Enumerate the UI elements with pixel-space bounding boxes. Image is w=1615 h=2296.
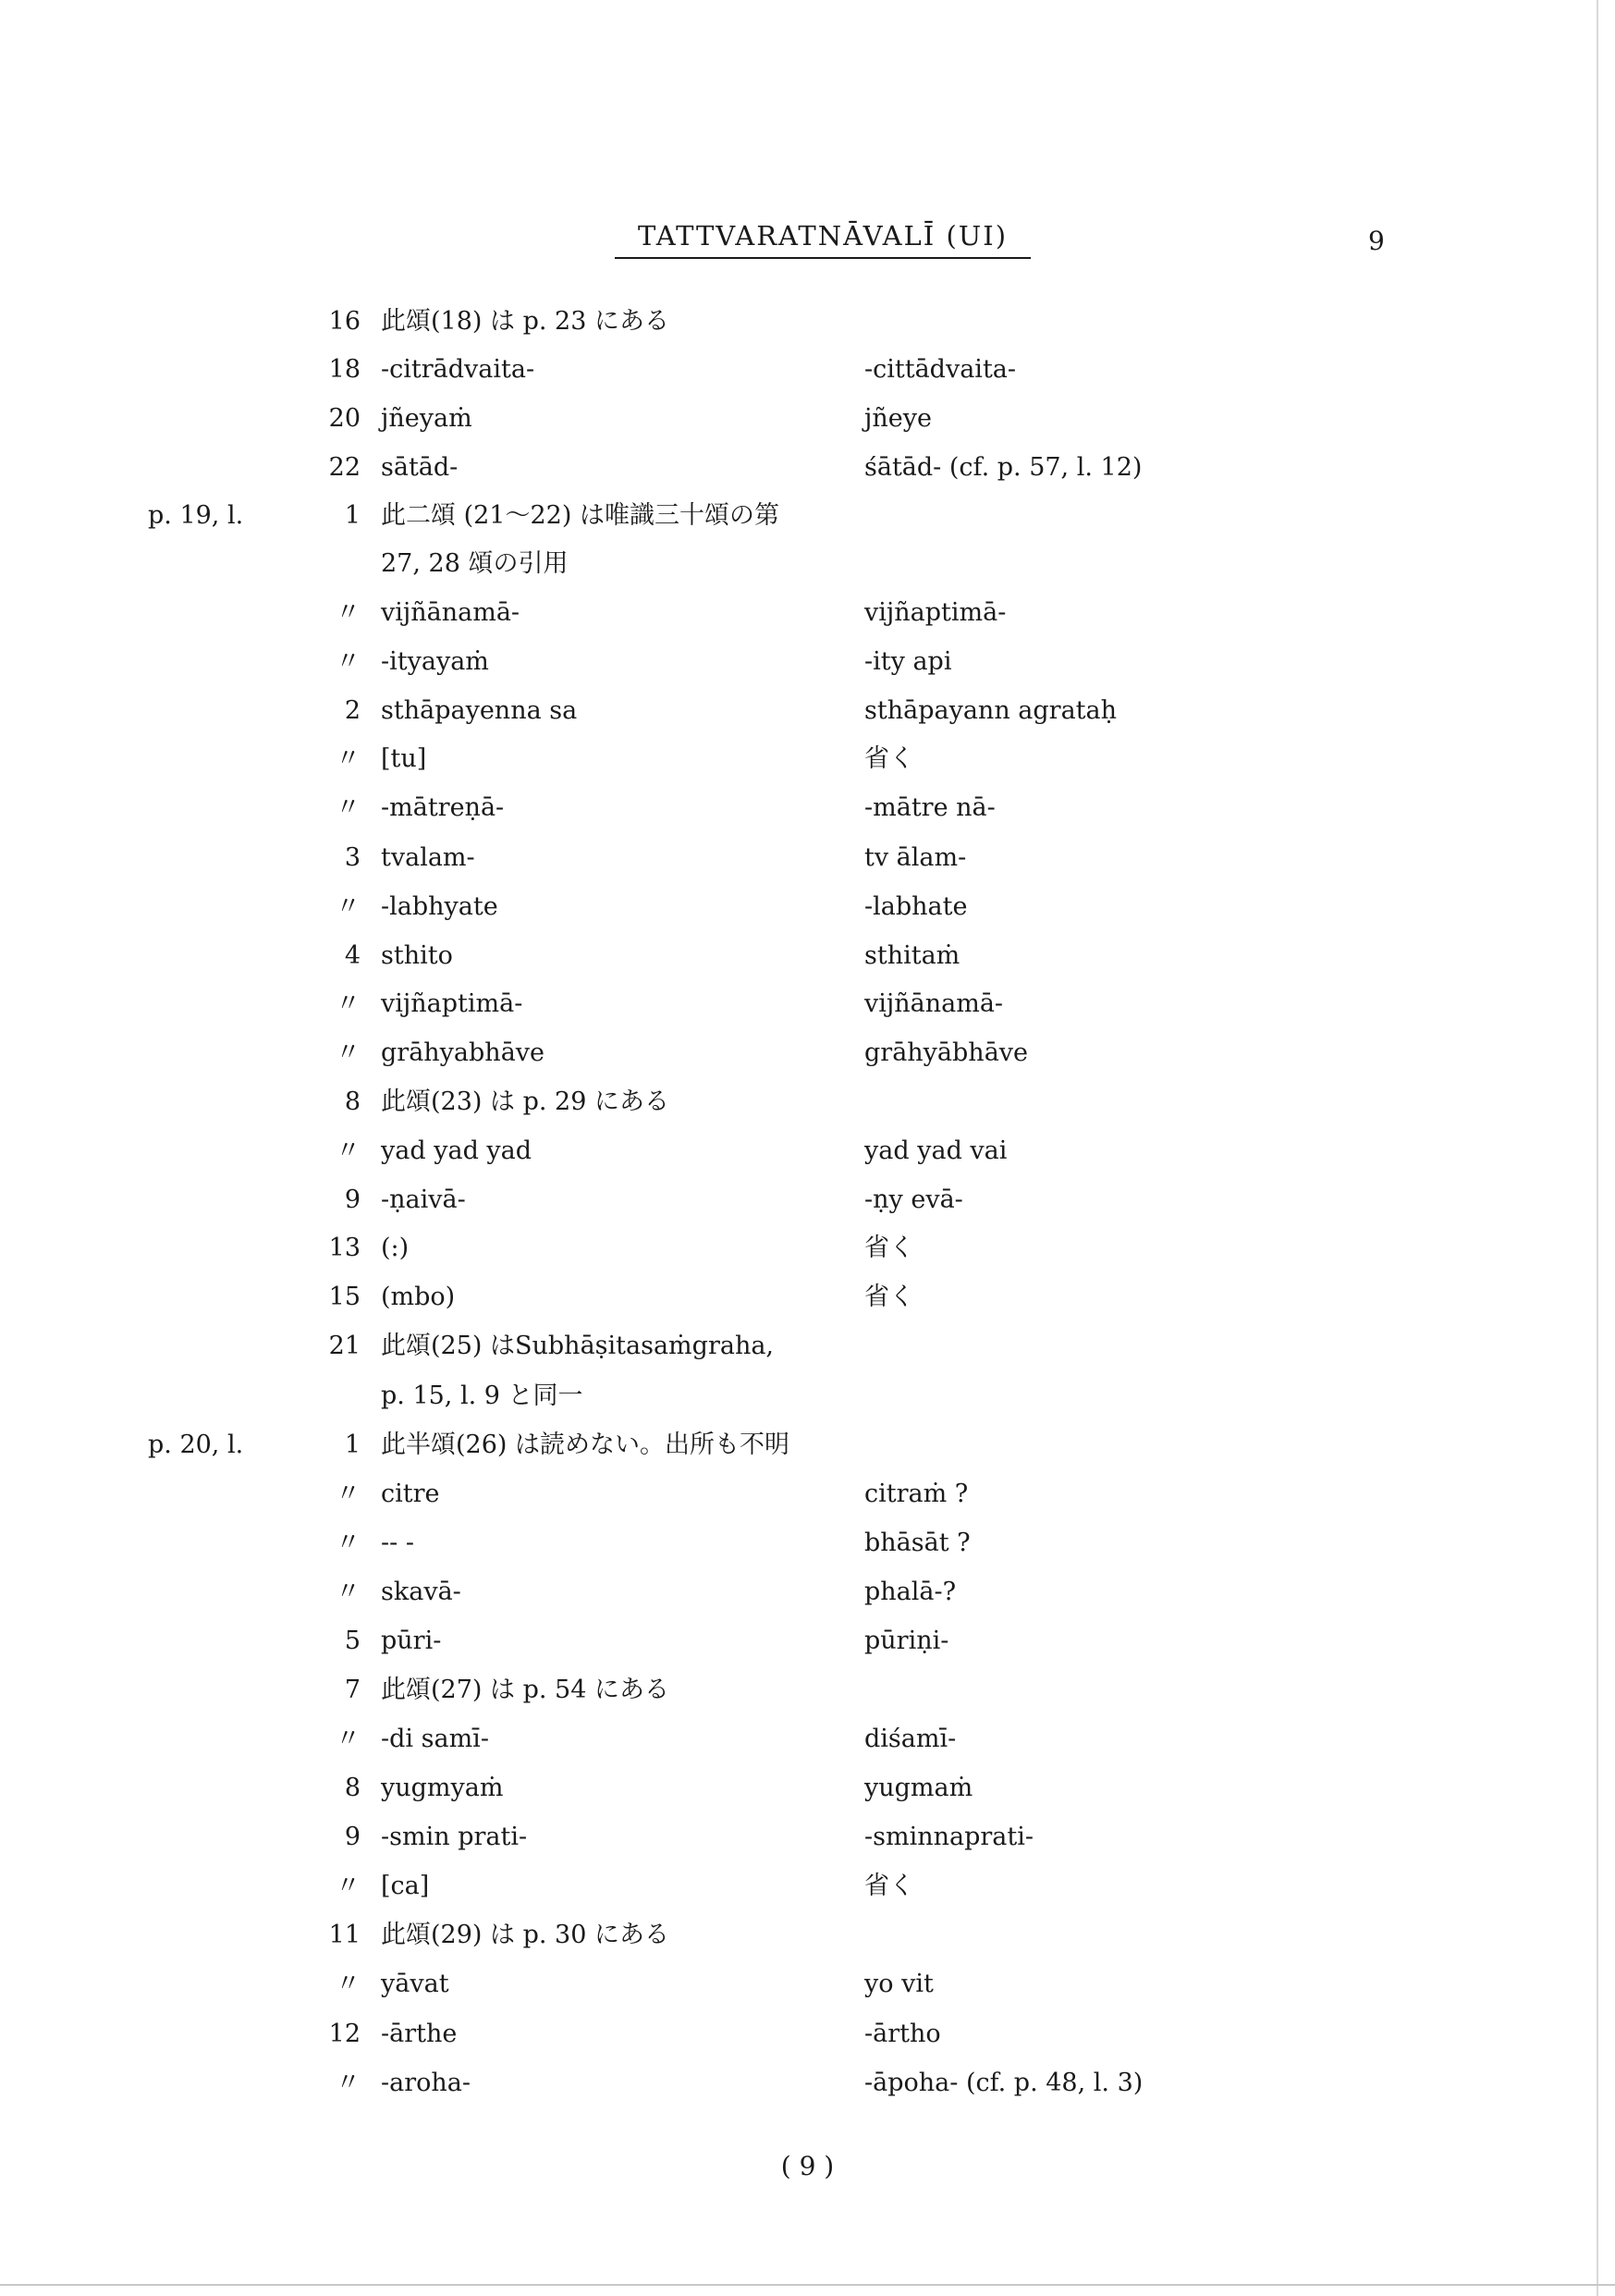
collation-row: [0, 303, 1615, 340]
corrected-reading: sthāpayann agrataḥ: [864, 696, 1118, 725]
edition-reading: sātād-: [381, 453, 459, 482]
corrected-reading: jñeye: [864, 404, 932, 433]
line-number: 1: [344, 1430, 361, 1459]
line-number: 〃: [336, 1970, 361, 1998]
collation-row: [0, 595, 1615, 632]
corrected-reading: -cittādvaita-: [864, 355, 1017, 384]
corrected-reading: śātād- (cf. p. 57, l. 12): [864, 453, 1143, 482]
edition-reading: -di samī-: [381, 1725, 489, 1753]
corrected-reading: sthitaṁ: [864, 941, 960, 970]
corrected-reading: -āpoha- (cf. p. 48, l. 3): [864, 2069, 1144, 2097]
collation-row: [0, 2065, 1615, 2102]
corrected-reading: 省く: [864, 1872, 914, 1900]
corrected-reading: 省く: [864, 1234, 914, 1262]
corrected-reading: phalā-?: [864, 1578, 957, 1606]
edition-reading: yugmyaṁ: [381, 1774, 504, 1802]
line-number: 〃: [336, 1529, 361, 1557]
edition-reading: citre: [381, 1480, 440, 1508]
corrected-reading: -ārtho: [864, 2020, 941, 2048]
line-number: 22: [328, 453, 361, 482]
corrected-reading: 省く: [864, 744, 914, 773]
corrected-reading: yugmaṁ: [864, 1774, 973, 1802]
collation-row: [0, 1672, 1615, 1709]
edition-reading: -mātreṇā-: [381, 793, 505, 822]
line-number: 13: [328, 1234, 361, 1262]
collation-row: [0, 840, 1615, 877]
line-number: 9: [344, 1185, 361, 1214]
collation-row: [0, 741, 1615, 778]
running-head-page-number: 9: [1368, 226, 1385, 256]
corrected-reading: vijñaptimā-: [864, 598, 1007, 627]
collation-row: [0, 1084, 1615, 1121]
edition-reading: [tu]: [381, 744, 427, 773]
collation-row: [0, 1819, 1615, 1856]
edition-reading: -ṇaivā-: [381, 1185, 466, 1214]
line-number: 〃: [336, 647, 361, 676]
edition-reading: 此頌(23) は p. 29 にある: [381, 1087, 669, 1116]
collation-row: [0, 1721, 1615, 1758]
corrected-reading: -ṇy evā-: [864, 1185, 963, 1214]
line-number: 〃: [336, 793, 361, 822]
line-number: 1: [344, 501, 361, 530]
scan-edge-right: [1597, 0, 1598, 2296]
line-number: 〃: [336, 744, 361, 773]
edition-reading: grāhyabhāve: [381, 1038, 545, 1067]
edition-reading: skavā-: [381, 1578, 461, 1606]
collation-row: [0, 2016, 1615, 2053]
edition-reading: p. 15, l. 9 と同一: [381, 1381, 583, 1410]
page-footer-number: ( 9 ): [780, 2151, 835, 2181]
edition-reading: 此二頌 (21〜22) は唯識三十頌の第: [381, 501, 779, 530]
corrected-reading: -labhate: [864, 892, 968, 921]
corrected-reading: 省く: [864, 1283, 914, 1311]
line-number: 〃: [336, 1038, 361, 1067]
line-number: 12: [328, 2020, 361, 2048]
corrected-reading: -mātre nā-: [864, 793, 996, 822]
collation-row: [0, 644, 1615, 681]
corrected-reading: pūriṇi-: [864, 1627, 949, 1655]
edition-reading: sthāpayenna sa: [381, 696, 578, 725]
edition-reading: 此半頌(26) は読めない。出所も不明: [381, 1430, 790, 1459]
edition-reading: -aroha-: [381, 2069, 471, 2097]
line-number: 18: [328, 355, 361, 384]
line-number: 2: [344, 696, 361, 725]
line-number: 〃: [336, 1725, 361, 1753]
line-number: 11: [328, 1921, 361, 1949]
collation-row: [0, 1035, 1615, 1072]
collation-row: [0, 1182, 1615, 1219]
line-number: 〃: [336, 2069, 361, 2097]
page-line-reference: p. 20, l.: [148, 1430, 244, 1459]
line-number: 3: [344, 843, 361, 872]
line-number: 〃: [336, 1578, 361, 1606]
line-number: 4: [344, 941, 361, 970]
edition-reading: pūri-: [381, 1627, 442, 1655]
line-number: 8: [344, 1087, 361, 1116]
collation-row: [0, 351, 1615, 388]
collation-row: [0, 1525, 1615, 1562]
edition-reading: -ārthe: [381, 2020, 458, 2048]
line-number: 21: [328, 1332, 361, 1360]
corrected-reading: -sminnaprati-: [864, 1823, 1034, 1851]
line-number: 20: [328, 404, 361, 433]
corrected-reading: tv ālam-: [864, 843, 967, 872]
edition-reading: vijñānamā-: [381, 598, 520, 627]
edition-reading: -labhyate: [381, 892, 498, 921]
collation-row: [0, 1328, 1615, 1365]
corrected-reading: vijñānamā-: [864, 989, 1004, 1018]
line-number: 8: [344, 1774, 361, 1802]
corrected-reading: bhāsāt ?: [864, 1529, 971, 1557]
collation-row: [0, 1574, 1615, 1611]
scan-edge-bottom: [0, 2284, 1615, 2286]
running-head-title: TATTVARATNĀVALĪ (UI): [615, 220, 1031, 259]
collation-row: [0, 1868, 1615, 1905]
collation-row: [0, 449, 1615, 486]
corrected-reading: yo vit: [864, 1970, 934, 1998]
edition-reading: 此頌(25) はSubhāṣitasaṁgraha,: [381, 1332, 775, 1360]
corrected-reading: diśamī-: [864, 1725, 957, 1753]
collation-row: [0, 1378, 1615, 1415]
collation-row: [0, 1427, 1615, 1464]
collation-row: [0, 1770, 1615, 1807]
edition-reading: -smin prati-: [381, 1823, 528, 1851]
collation-row: [0, 400, 1615, 437]
line-number: 9: [344, 1823, 361, 1851]
edition-reading: -- -: [381, 1529, 414, 1557]
edition-reading: jñeyaṁ: [381, 404, 472, 433]
line-number: 16: [328, 307, 361, 336]
edition-reading: 此頌(27) は p. 54 にある: [381, 1676, 669, 1704]
line-number: 〃: [336, 1480, 361, 1508]
edition-reading: vijñaptimā-: [381, 989, 523, 1018]
line-number: 〃: [336, 892, 361, 921]
page-line-reference: p. 19, l.: [148, 501, 244, 530]
line-number: 〃: [336, 1136, 361, 1165]
collation-row: [0, 790, 1615, 827]
collation-row: [0, 986, 1615, 1023]
edition-reading: (mbo): [381, 1283, 456, 1311]
collation-row: [0, 938, 1615, 975]
collation-row: [0, 1230, 1615, 1267]
edition-reading: -citrādvaita-: [381, 355, 535, 384]
corrected-reading: citraṁ ?: [864, 1480, 969, 1508]
collation-row: [0, 1966, 1615, 2003]
edition-reading: (:): [381, 1234, 410, 1262]
edition-reading: [ca]: [381, 1872, 430, 1900]
collation-row: [0, 1917, 1615, 1954]
edition-reading: 27, 28 頌の引用: [381, 549, 569, 578]
edition-reading: -ityayaṁ: [381, 647, 489, 676]
edition-reading: sthito: [381, 941, 453, 970]
edition-reading: yāvat: [381, 1970, 449, 1998]
collation-row: [0, 1133, 1615, 1170]
collation-row: [0, 889, 1615, 926]
collation-row: [0, 1279, 1615, 1316]
line-number: 〃: [336, 598, 361, 627]
collation-row: [0, 1623, 1615, 1660]
edition-reading: 此頌(18) は p. 23 にある: [381, 307, 669, 336]
collation-row: [0, 497, 1615, 534]
collation-row: [0, 693, 1615, 730]
corrected-reading: grāhyābhāve: [864, 1038, 1029, 1067]
line-number: 〃: [336, 989, 361, 1018]
corrected-reading: yad yad vai: [864, 1136, 1008, 1165]
collation-row: [0, 546, 1615, 583]
collation-row: [0, 1476, 1615, 1513]
line-number: 〃: [336, 1872, 361, 1900]
corrected-reading: -ity api: [864, 647, 952, 676]
line-number: 15: [328, 1283, 361, 1311]
line-number: 7: [344, 1676, 361, 1704]
edition-reading: yad yad yad: [381, 1136, 532, 1165]
line-number: 5: [344, 1627, 361, 1655]
edition-reading: tvalam-: [381, 843, 475, 872]
edition-reading: 此頌(29) は p. 30 にある: [381, 1921, 669, 1949]
